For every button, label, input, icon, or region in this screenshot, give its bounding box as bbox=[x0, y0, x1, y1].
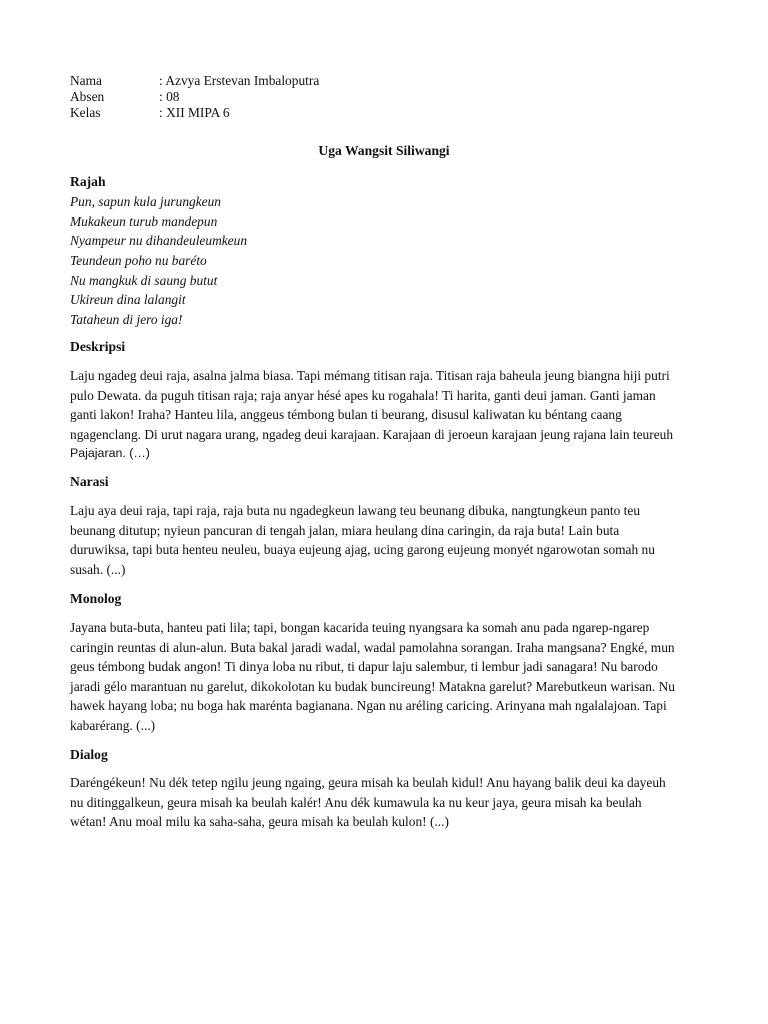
paragraph-line: hawek hayang loba; nu boga hak marénta bagianana. Ngan nu aréling caricing. Arinyana mah ngalalajoan. Tapi bbox=[70, 698, 667, 714]
paragraph-line: Daréngékeun! Nu dék tetep ngilu jeung ngaing, geura misah ka beulah kidul! Anu hayang balik deui ka dayeuh bbox=[70, 775, 666, 790]
paragraph-line: Jayana buta-buta, hanteu pati lila; tapi, bongan kacarida teuing nyangsara ka somah anu pada ngarep-ngarep bbox=[70, 620, 650, 635]
poem-line: Pun, sapun kula jurungkeun bbox=[70, 194, 221, 209]
paragraph-line: duruwiksa, tapi buta henteu neuleu, buaya eujeung ajag, ucing garong eujeung monyét ngarowotan somah nu bbox=[70, 542, 655, 558]
paragraph-line: susah. (...) bbox=[70, 561, 126, 577]
heading-monolog: Monolog bbox=[70, 591, 122, 606]
paragraph-line: Pajajaran. (…) bbox=[70, 446, 150, 461]
document-title: Uga Wangsit Siliwangi bbox=[318, 143, 450, 158]
heading-deskripsi: Deskripsi bbox=[70, 339, 126, 354]
info-label: Absen bbox=[70, 89, 105, 104]
info-value: : Azvya Erstevan Imbaloputra bbox=[159, 73, 320, 88]
paragraph-line: ganti lakon! Iraha? Hanteu lila, anggeus témbong bulan ti beurang, disusul kaliwatan ku béntang caang bbox=[70, 407, 622, 423]
paragraph-line: caringin reuntas di alun-alun. Buta bakal jaradi wadal, wadal pamolahna sorangan. Iraha mangsana? Engké, mun bbox=[70, 639, 675, 655]
heading-dialog: Dialog bbox=[70, 747, 108, 762]
rajah-poem bbox=[70, 192, 247, 330]
paragraph-line: nu ditinggalkeun, geura misah ka beulah kalér! Anu dék kumawula ka nu keur jaya, geura misah ka beulah bbox=[70, 794, 642, 810]
info-label: Nama bbox=[70, 73, 102, 88]
poem-line: Nu mangkuk di saung butut bbox=[70, 272, 218, 288]
info-value: : 08 bbox=[159, 89, 180, 104]
info-value: : XII MIPA 6 bbox=[159, 105, 230, 120]
info-row-absen bbox=[70, 89, 319, 105]
paragraph-line: kabarérang. (...) bbox=[70, 717, 156, 733]
info-label: Kelas bbox=[70, 105, 101, 120]
deskripsi-paragraph bbox=[70, 366, 706, 464]
poem-line: Nyampeur nu dihandeuleumkeun bbox=[70, 233, 248, 249]
narasi-paragraph bbox=[70, 501, 706, 579]
paragraph-line: ngagenclang. Di urut nagara urang, ngadeg deui karajaan. Karajaan di jeroeun karajaan jeung rajana lain teureuh bbox=[70, 426, 674, 442]
heading-narasi: Narasi bbox=[70, 474, 109, 489]
poem-line: Mukakeun turub mandepun bbox=[70, 213, 218, 229]
dialog-paragraph bbox=[70, 773, 706, 832]
info-row-kelas bbox=[70, 105, 319, 121]
paragraph-line: geus témbong budak angon! Ti dinya loba nu ribut, ti dapur laju salembur, ti lembur jadi sanagara! Nu barodo bbox=[70, 659, 658, 675]
monolog-paragraph bbox=[70, 618, 706, 736]
paragraph-line: Laju ngadeg deui raja, asalna jalma biasa. Tapi mémang titisan raja. Titisan raja baheula jeung biangna hiji putri bbox=[70, 368, 670, 383]
paragraph-line: wétan! Anu moal milu ka saha-saha, geura misah ka beulah kulon! (...) bbox=[70, 814, 449, 830]
poem-line: Ukireun dina lalangit bbox=[70, 292, 186, 308]
paragraph-line: beunang ditutup; nyieun pancuran di tengah jalan, miara heulang dina caringin, da raja buta! Lain buta bbox=[70, 522, 620, 538]
paragraph-line: jaradi gélo marantuan nu garelut, dikokolotan ku budak buncireung! Matakna garelut? Marebutkeun warisan. Nu bbox=[70, 678, 675, 694]
paragraph-line: Laju aya deui raja, tapi raja, raja buta nu ngadegkeun lawang teu beunang dibuka, nangtungkeun panto teu bbox=[70, 503, 641, 518]
poem-line: Tataheun di jero iga! bbox=[70, 312, 183, 328]
student-info bbox=[70, 73, 319, 121]
heading-rajah: Rajah bbox=[70, 174, 106, 189]
poem-line: Teundeun poho nu baréto bbox=[70, 253, 207, 269]
paragraph-line: pulo Dewata. da puguh titisan raja; raja anyar hésé apes ku rogahala! Ti harita, ganti deui jaman. Ganti jaman bbox=[70, 387, 656, 403]
info-row-nama bbox=[70, 73, 319, 89]
